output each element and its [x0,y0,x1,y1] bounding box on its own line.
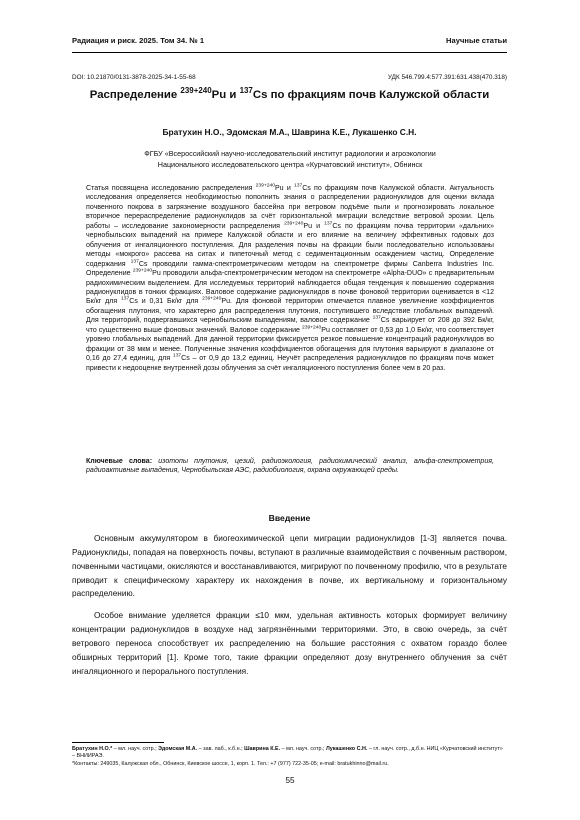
paragraph: Основным аккумулятором в биогеохимической цепи миграции радионуклидов [1-3] является почва. Радионуклиды, попадая на поверхность почвы, вступают в различные взаимодействия с почвенным раствором, почвенными частицами, окисляются и восстанавливаются, мигрируют по почвенному профилю, что в результате приводит к специфическому характеру их нахождения в почве, их вертикальному и горизонтальному распределению. [72,534,507,599]
contacts: *Контакты: 249035, Калужская обл., Обнинск, Киевское шоссе, 1, корп. 1. Тел.: +7 (977) 722-35-05; e-mail: bratukhinno@mail.ru. [72,760,389,767]
keywords-label: Ключевые слова: [86,458,153,465]
header-rule [72,52,507,53]
running-header [72,36,507,45]
article-title: Распределение $^{239+240}$Pu и $^{137}$Cs по фракциям почв Калужской области [89,86,490,101]
author-list: Братухин Н.О., Эдомская М.А., Шаврина К.Е., Лукашенко С.Н. [162,127,417,137]
introduction-body [72,532,507,686]
journal-title: Радиация и риск. 2025. Том 34. № 1 [72,36,205,45]
abstract-text: Статья посвящена исследованию распределения $^{239+240}$Pu и $^{137}$Cs по фракциям почв Калужской области. Актуальность исследования определяется необходимостью пополнить знания о распределении радионуклидов для оценки вклада почвенного покрова в загрязнение воздушного бассейна при ветровом подъёме пыли и прогнозировать локальное вторичное перераспределение радионуклидов за счёт горизонтальной миграции вследствие ветровой эрозии. Цель работы – исследование закономерности распределения $^{239+240}$Pu и $^{137}$Cs по фракциям почва территории «дальних» чернобыльских выпадений на примере Калужской области и его влияние на величину эффективных годовых доз облучения от ингаляционного поступления. Для разделения почвы на фракции были последовательно использованы методы «мокрого» рассева на ситах и пипеточный метод с седиментационным осаждением частиц. Определение содержания $^{137}$Cs проводили гамма-спектрометрическим методом на спектрометре фирмы Canberra Industries Inc. Определение $^{239+240}$Pu проводили альфа-спектрометрическим методом на спектрометре «Alpha-DUO» с предварительным радиохимическим выделением. Для исследуемых территорий наблюдается общая тенденция к повышению содержания радионуклидов в тонких фракциях. Валовое содержание радионуклидов в почве фоновой территории оценивается в <12 Бк/кг для $^{137}$Cs и 0,31 Бк/кг для $^{239+240}$Pu. Для фоновой территории отмечается плавное увеличение коэффициентов обогащения плутония, что характерно для распределения плутония, поступившего вследствие глобальных выпадений. Для территорий, подвергавшихся чернобыльским выпадениям, валовое содержание $^{137}$Cs варьирует от 208 до 392 Бк/кг, что существенно выше фоновых значений. Валовое содержание $^{239+240}$Pu составляет от 0,53 до 1,0 Бк/кг, что соответствует уровню глобальных выпадений. Для данной территории фиксируется резкое повышение концентраций радионуклидов во фракции от 38 мкм и менее. Полученные значения коэффициентов обогащения для плутония варьируют в диапазоне от 0,16 до 27,4 единиц, для $^{137}$Cs – от 0,9 до 13,2 единиц. Неучёт распределения радионуклидов по фракциям почв может привести к недооценке внутренней дозы облучения за счёт ингаляционного поступления более чем в 20 раз. [86,183,495,372]
author-roles: Братухин Н.О.* – мл. науч. сотр.; Эдомская М.А. – зав. лаб., к.б.н.; Шаврина К.Е. – мл. науч. сотр.; Лукашенко С.Н. – гл. науч. сотр., д.б.н. НИЦ «Курчатовский институт» – ВНИИРАЭ. [72,746,503,760]
footnote-rule [72,742,164,743]
udc-code: УДК 546.799.4:577.391:631.438(470.318) [387,74,507,81]
article-meta [72,74,507,81]
keywords-text: изотопы плутония, цезий, радиоэкология, радиохимический анализ, альфа-спектрометрия, радиоактивные выпадения, Чернобыльская АЭС, радиобиология, охрана окружающей среды. [86,458,494,475]
page-number: 55 [285,776,295,785]
footnote [72,746,507,768]
section-heading-introduction: Введение [268,513,311,523]
section-label: Научные статьи [446,36,507,45]
keywords [86,457,494,476]
doi-link[interactable]: DOI: 10.21870/0131-3878-2025-34-1-55-68 [72,74,196,81]
abstract [86,184,494,373]
affiliation: ФГБУ «Всероссийский научно-исследовательский институт радиологии и агроэкологии Национального исследовательского центра «Курчатовский институт», Обнинск [144,149,436,169]
paragraph: Особое внимание уделяется фракции ≤10 мкм, удельная активность которых формирует величину концентрации радионуклидов в воздухе над загрязнёнными территориями. Это, в свою очередь, за счёт ветрового переноса способствует их распределению на большие расстояния с охватом гораздо более обширных территорий [1]. Кроме того, такие фракции определяют дозу внутреннего облучения за счёт ингаляционного и перорального поступления. [72,611,507,676]
